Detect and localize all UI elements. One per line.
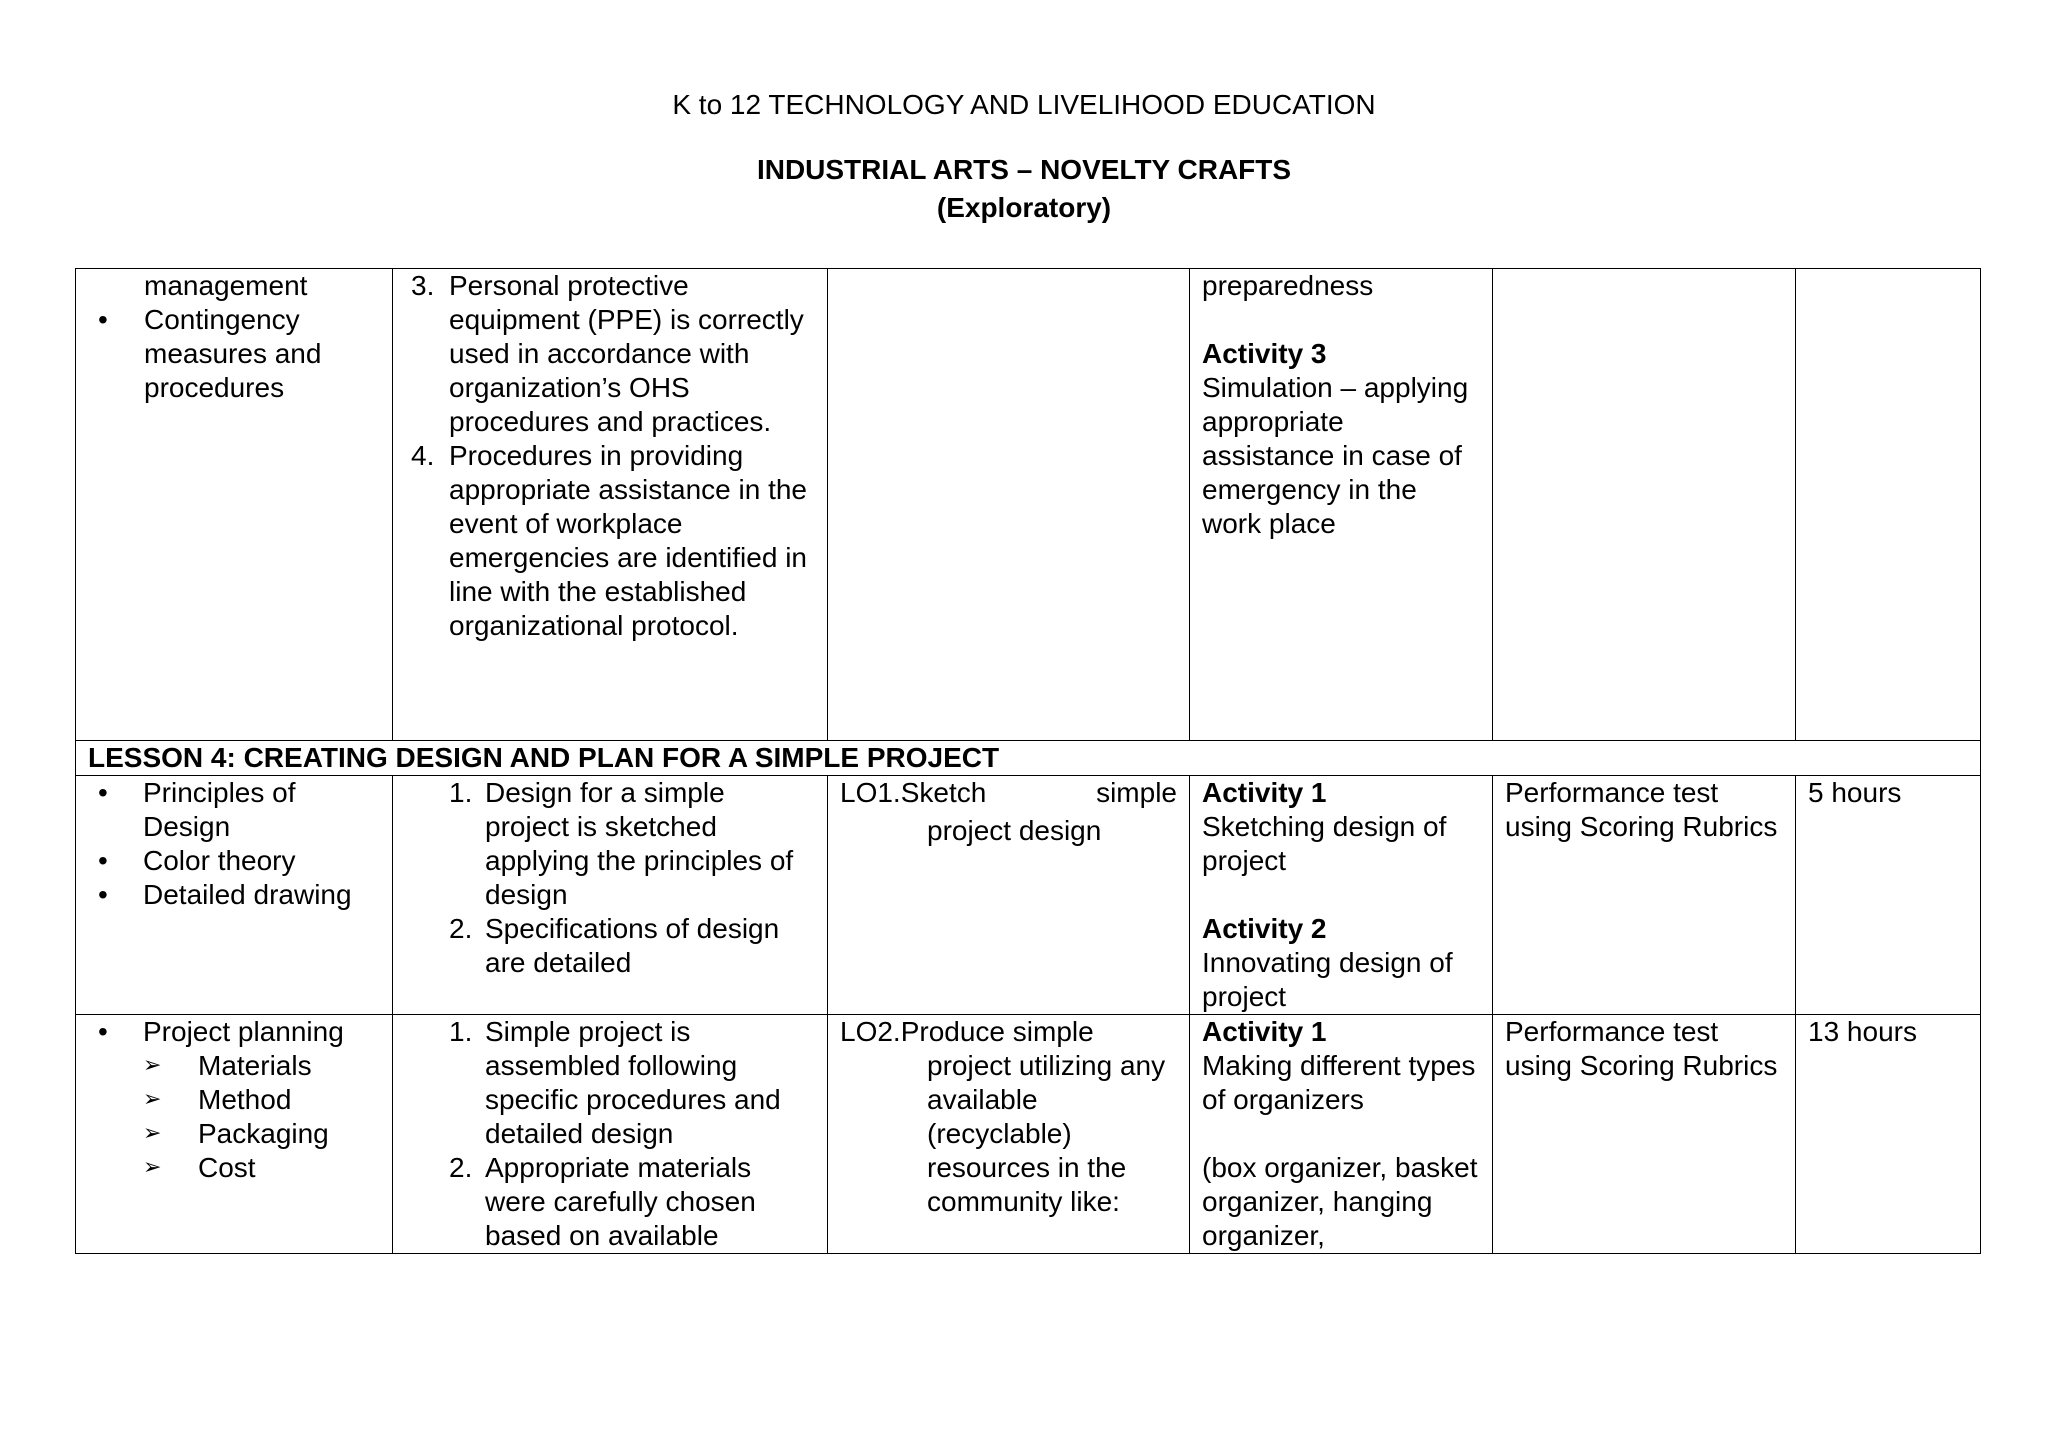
- spacer: [1202, 303, 1480, 337]
- activity-cell: [1190, 269, 1493, 741]
- list-item: [405, 269, 815, 439]
- activity-title: Activity 2: [1202, 913, 1327, 944]
- sub-list-item: ➢ Cost: [143, 1151, 380, 1185]
- list-number: 4.: [411, 440, 435, 471]
- list-text: Procedures in providing appropriate assistance in the event of workplace emergencies are identified in line with the established organizational protocol.: [449, 440, 807, 641]
- list-text: Personal protective equipment (PPE) is correctly used in accordance with organization’s OHS procedures and practices.: [449, 270, 804, 437]
- activity-cell: [1190, 1015, 1493, 1254]
- activity-continued: preparedness: [1202, 270, 1374, 301]
- list-number: 1.: [449, 1016, 473, 1047]
- list-item: • Contingency measures and procedures: [88, 303, 380, 405]
- activity-title: Activity 3: [1202, 338, 1327, 369]
- curriculum-table: [75, 268, 1981, 1254]
- content-bullet-list: [88, 776, 380, 912]
- assessment-cell: Performance test using Scoring Rubrics: [1493, 1015, 1796, 1254]
- list-text: Project planning: [143, 1016, 344, 1047]
- learning-outcome-line: [840, 776, 1177, 810]
- lesson-row: [76, 741, 1981, 776]
- list-item: [405, 1015, 815, 1151]
- assessment-cell: [1493, 269, 1796, 741]
- duration-cell: 5 hours: [1796, 776, 1981, 1015]
- list-item: • Principles of Design: [88, 776, 380, 844]
- standards-list: [405, 269, 815, 643]
- list-number: 2.: [449, 913, 473, 944]
- learning-outcome-prefix: LO1.Sketch: [840, 777, 987, 808]
- performance-standard-cell: [393, 269, 828, 741]
- content-bullet-list: [88, 1015, 380, 1185]
- activity-detail: (box organizer, basket organizer, hanging organizer,: [1202, 1152, 1478, 1251]
- list-item: [405, 1151, 815, 1253]
- learning-outcome-cell: [828, 776, 1190, 1015]
- list-text: Design for a simple project is sketched applying the principles of design: [485, 777, 794, 910]
- list-text: Simple project is assembled following specific procedures and detailed design: [485, 1016, 781, 1149]
- list-text: Appropriate materials were carefully chosen based on available: [485, 1152, 756, 1251]
- list-item: • Detailed drawing: [88, 878, 380, 912]
- sub-list-item: ➢ Method: [143, 1083, 380, 1117]
- document-title: K to 12 TECHNOLOGY AND LIVELIHOOD EDUCATION: [672, 89, 1376, 120]
- list-item: [405, 439, 815, 643]
- learning-outcome-rest: project design: [927, 815, 1102, 846]
- performance-standard-cell: [393, 776, 828, 1015]
- document-subtitle: INDUSTRIAL ARTS – NOVELTY CRAFTS: [756, 154, 1292, 185]
- document-subtitle-exploratory: (Exploratory): [936, 192, 1112, 223]
- activity-text: Simulation – applying appropriate assistance in case of emergency in the work place: [1202, 372, 1469, 539]
- standards-list: [405, 1015, 815, 1253]
- activity-title: Activity 1: [1202, 777, 1327, 808]
- standards-list: [405, 776, 815, 980]
- content-continued: management: [144, 270, 308, 301]
- learning-outcome-rest: project utilizing any available (recyclable) resources in the community like:: [927, 1050, 1166, 1217]
- duration-cell: [1796, 269, 1981, 741]
- content-cell: [76, 1015, 393, 1254]
- content-cell: [76, 269, 393, 741]
- table-row: [76, 1015, 1981, 1254]
- sub-list-item: ➢ Materials: [143, 1049, 380, 1083]
- table-row: [76, 269, 1981, 741]
- activity-text: Making different types of organizers: [1202, 1050, 1476, 1115]
- activity-title: Activity 1: [1202, 1016, 1327, 1047]
- duration-cell: 13 hours: [1796, 1015, 1981, 1254]
- learning-outcome-prefix: LO2.Produce simple: [840, 1016, 1094, 1047]
- sub-list-item: ➢ Packaging: [143, 1117, 380, 1151]
- list-text: Specifications of design are detailed: [485, 913, 780, 978]
- activity-text: Innovating design of project: [1202, 947, 1453, 1012]
- content-bullet-list: [88, 303, 380, 405]
- activity-text: Sketching design of project: [1202, 811, 1447, 876]
- list-number: 2.: [449, 1152, 473, 1183]
- list-number: 3.: [411, 270, 435, 301]
- document-subtitle-block: [0, 151, 2048, 227]
- spacer: [1202, 878, 1480, 912]
- list-item: [405, 912, 815, 980]
- lesson-title: LESSON 4: CREATING DESIGN AND PLAN FOR A SIMPLE PROJECT: [76, 741, 1981, 776]
- list-item: • Color theory: [88, 844, 380, 878]
- list-item: [88, 1015, 380, 1185]
- table-row: [76, 776, 1981, 1015]
- list-number: 1.: [449, 777, 473, 808]
- assessment-cell: Performance test using Scoring Rubrics: [1493, 776, 1796, 1015]
- sub-item-list: [143, 1049, 380, 1185]
- learning-outcome-cell: [828, 269, 1190, 741]
- learning-outcome-cell: [828, 1015, 1190, 1254]
- content-cell: [76, 776, 393, 1015]
- list-item: [405, 776, 815, 912]
- performance-standard-cell: [393, 1015, 828, 1254]
- activity-cell: [1190, 776, 1493, 1015]
- learning-outcome-word: simple: [1096, 777, 1177, 808]
